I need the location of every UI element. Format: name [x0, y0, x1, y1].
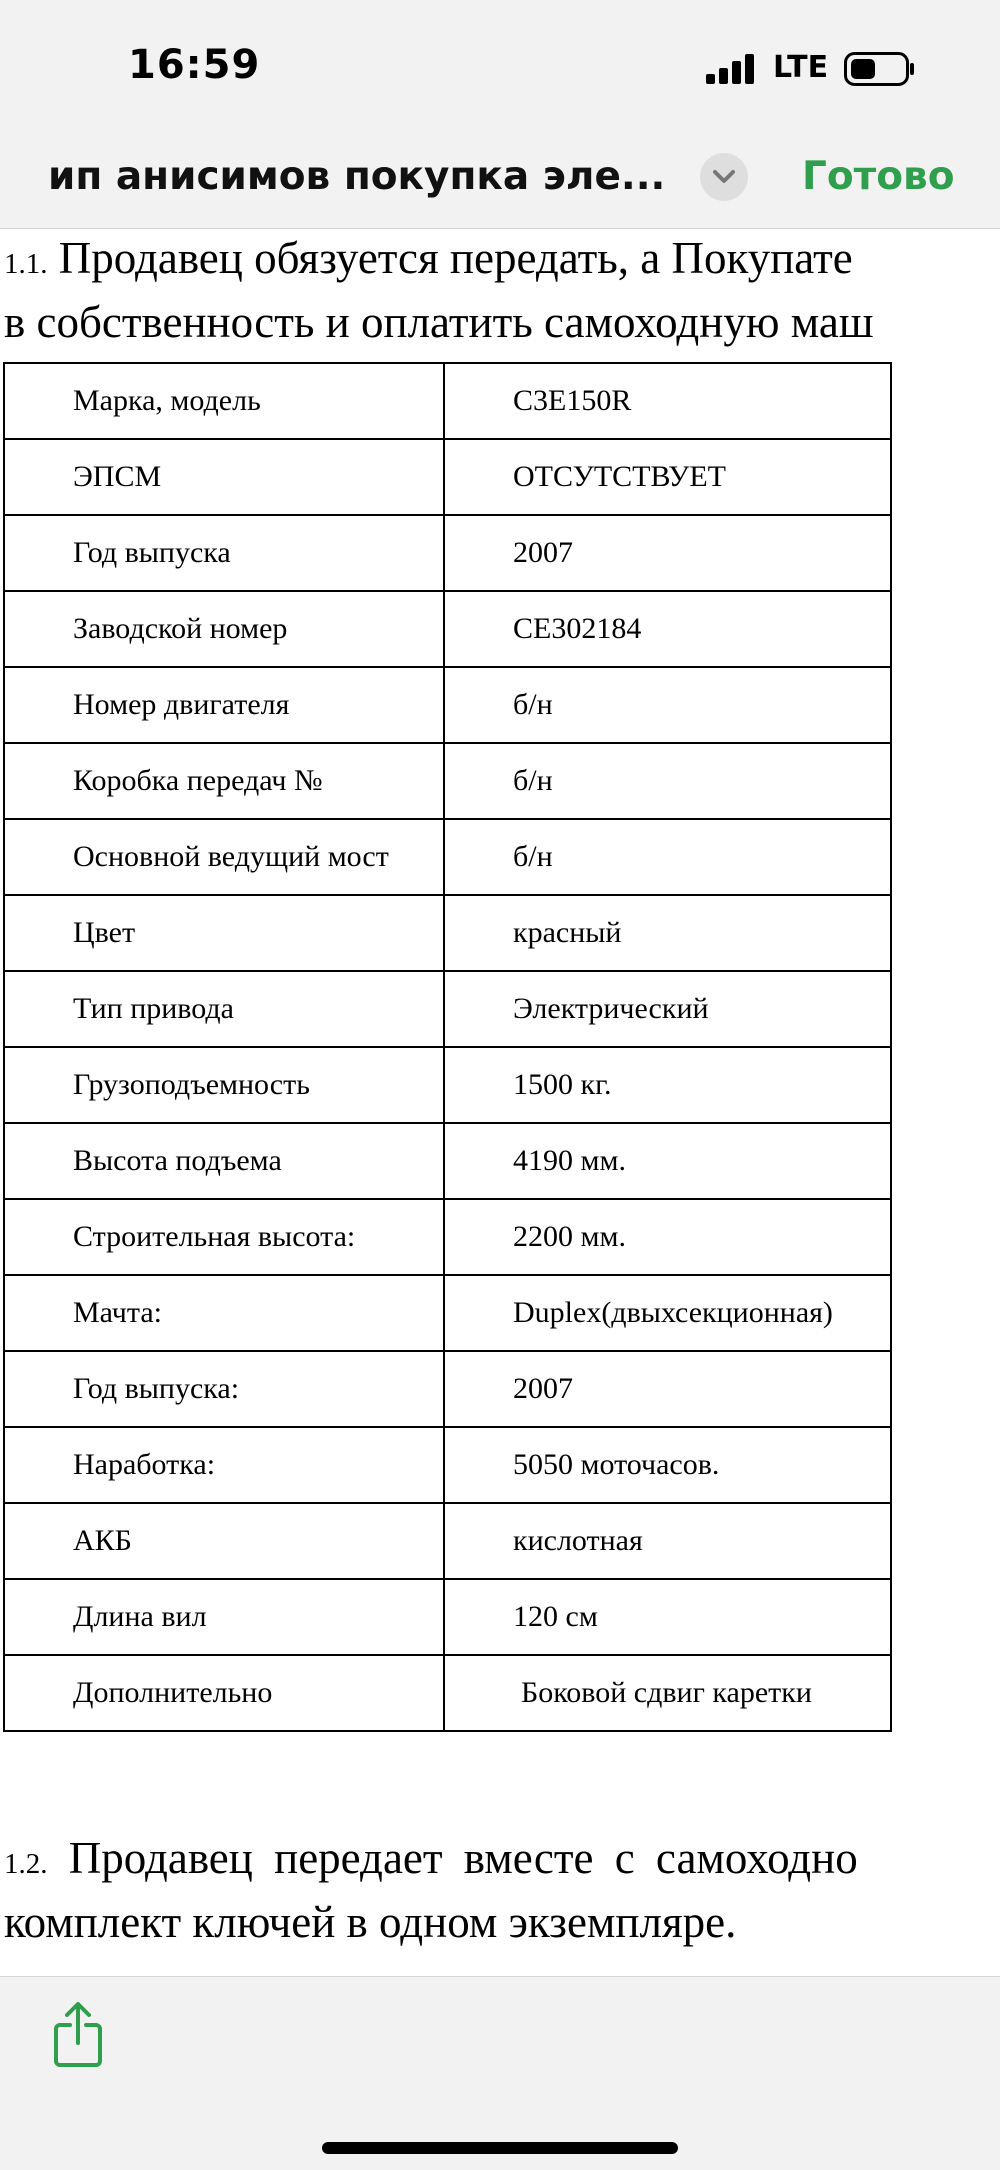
paragraph-text: комплект ключей в одном экземпляре.: [4, 1897, 737, 1947]
bottom-toolbar: [0, 1976, 1000, 2170]
spec-label: Цвет: [4, 895, 444, 971]
spec-value: б/н: [444, 743, 891, 819]
spec-value: С3Е150R: [444, 363, 891, 439]
network-type: LTE: [773, 50, 829, 85]
spec-value: б/н: [444, 667, 891, 743]
spec-value: Боковой сдвиг каретки: [444, 1655, 891, 1731]
spec-label: Год выпуска:: [4, 1351, 444, 1427]
spec-value: кислотная: [444, 1503, 891, 1579]
spec-label: Номер двигателя: [4, 667, 444, 743]
spec-value: Электрический: [444, 971, 891, 1047]
paragraph-1-2-line-2: [4, 1893, 858, 1951]
table-row: [4, 439, 891, 515]
spec-value: красный: [444, 895, 891, 971]
spec-value: б/н: [444, 819, 891, 895]
status-time: 16:59: [128, 42, 261, 88]
spec-label: АКБ: [4, 1503, 444, 1579]
title-menu-button[interactable]: [700, 153, 748, 201]
spec-label: Высота подъема: [4, 1123, 444, 1199]
spec-label: ЭПСМ: [4, 439, 444, 515]
spec-label: Марка, модель: [4, 363, 444, 439]
navigation-bar: [0, 140, 1000, 229]
document-title[interactable]: ип анисимов покупка эле...: [48, 154, 666, 199]
spec-value: 2007: [444, 1351, 891, 1427]
spec-value: СЕ302184: [444, 591, 891, 667]
table-row: [4, 1351, 891, 1427]
spec-value: 2200 мм.: [444, 1199, 891, 1275]
spec-label: Грузоподъемность: [4, 1047, 444, 1123]
battery-icon: [844, 52, 916, 86]
paragraph-1-1-line-2: [4, 293, 874, 351]
paragraph-1-1: [4, 229, 874, 351]
table-row: [4, 895, 891, 971]
spec-label: Заводской номер: [4, 591, 444, 667]
spec-value: 120 см: [444, 1579, 891, 1655]
spec-value: 1500 кг.: [444, 1047, 891, 1123]
share-icon[interactable]: [52, 2001, 104, 2069]
chevron-down-icon: [713, 168, 735, 186]
home-indicator: [322, 2142, 678, 2154]
paragraph-text: Продавец передает вместе с самоходно: [68, 1833, 858, 1883]
table-row: [4, 1655, 891, 1731]
paragraph-1-2-line-1: [4, 1829, 858, 1893]
spec-label: Год выпуска: [4, 515, 444, 591]
table-row: [4, 1427, 891, 1503]
table-row: [4, 1503, 891, 1579]
specification-table: [3, 362, 892, 1732]
paragraph-number: 1.2.: [4, 1848, 48, 1880]
document-view[interactable]: [0, 229, 1000, 1976]
paragraph-number: 1.1.: [4, 248, 48, 280]
table-row: [4, 1047, 891, 1123]
table-row: [4, 1579, 891, 1655]
table-row: [4, 1199, 891, 1275]
table-row: [4, 363, 891, 439]
spec-label: Мачта:: [4, 1275, 444, 1351]
spec-value: 4190 мм.: [444, 1123, 891, 1199]
table-row: [4, 667, 891, 743]
spec-value: ОТСУТСТВУЕТ: [444, 439, 891, 515]
paragraph-text: Продавец обязуется передать, а Покупате: [58, 233, 853, 283]
spec-label: Наработка:: [4, 1427, 444, 1503]
paragraph-text: в собственность и оплатить самоходную маш: [4, 297, 874, 347]
spec-label: Коробка передач №: [4, 743, 444, 819]
table-row: [4, 1275, 891, 1351]
table-row: [4, 515, 891, 591]
spec-value: 5050 моточасов.: [444, 1427, 891, 1503]
table-row: [4, 591, 891, 667]
status-bar: [0, 0, 1000, 140]
spec-label: Основной ведущий мост: [4, 819, 444, 895]
spec-label: Дополнительно: [4, 1655, 444, 1731]
cellular-signal-icon: [706, 54, 756, 84]
spec-label: Тип привода: [4, 971, 444, 1047]
table-row: [4, 743, 891, 819]
spec-label: Длина вил: [4, 1579, 444, 1655]
spec-value: 2007: [444, 515, 891, 591]
done-button[interactable]: Готово: [802, 154, 955, 199]
paragraph-1-2: [4, 1829, 858, 1951]
table-row: [4, 1123, 891, 1199]
table-row: [4, 971, 891, 1047]
spec-label: Строительная высота:: [4, 1199, 444, 1275]
table-row: [4, 819, 891, 895]
paragraph-1-1-line-1: [4, 229, 874, 293]
spec-value: Duplex(двыхсекционная): [444, 1275, 891, 1351]
